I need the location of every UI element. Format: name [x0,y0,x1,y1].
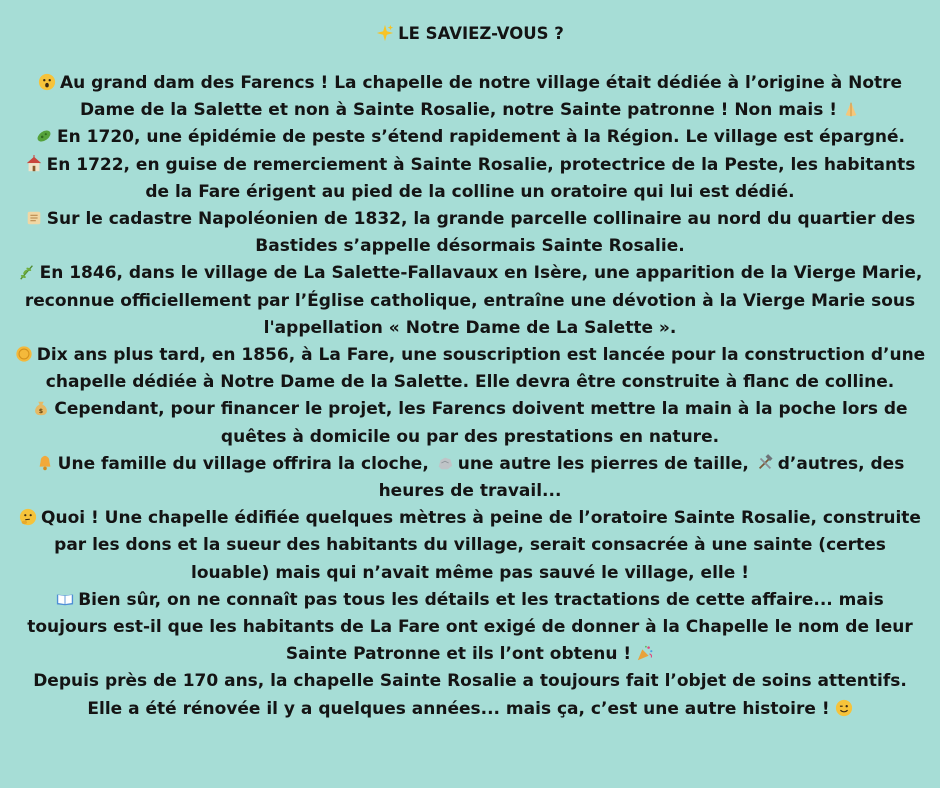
money-bag-icon [32,399,50,417]
page-title: LE SAVIEZ-VOUS ? [398,24,564,43]
winking-face-icon [835,699,853,717]
paragraph-plague [14,124,926,151]
paragraph-today [14,668,926,722]
paragraph-cadastre [14,206,926,260]
paragraph-oratory [14,152,926,206]
paragraph-text: Une famille du village offrira la cloche, [57,453,429,474]
paragraph-text: Sur le cadastre Napoléonien de 1832, la grande parcelle collinaire au nord du quartier des Bastides s’appelle désormais Sainte Rosalie. [46,209,916,257]
paragraph-text: Quoi ! Une chapelle édifiée quelques mètres à peine de l’oratoire Sainte Rosalie, construite par les dons et la sueur des habitants du village, serait consacrée à une sainte (certes louable) mais qui n’avait même pas sauvé le village, elle ! [41,508,921,583]
paragraph-text: Depuis près de 170 ans, la chapelle Sainte Rosalie a toujours fait l’objet de soins attentifs. Elle a été rénovée il y a quelques années... mais ça, c’est une autre histoire ! [33,671,907,719]
paragraph-text: En 1846, dans le village de La Salette-Fallavaux en Isère, une apparition de la Vierge Marie, reconnue officiellement par l’Église catholique, entraîne une dévotion à la Vierge Marie sous l'appellation « Notre Dame de La Salette ». [24,263,923,338]
paragraph-text: Cependant, pour financer le projet, les Farencs doivent mettre la main à la poche lors de quêtes à domicile ou par des prestations en nature. [54,399,908,447]
paragraph-outcome [14,587,926,669]
paragraph-financing [14,396,926,450]
open-book-icon [56,590,74,608]
paragraph-donations [14,451,926,505]
paragraph-text-2: une autre les pierres de taille, [457,453,749,474]
paragraph-text: En 1722, en guise de remerciement à Sainte Rosalie, protectrice de la Peste, les habitants de la Fare érigent au pied de la colline un oratoire qui lui est dédié. [46,154,916,202]
surprised-face-icon [38,73,56,91]
scroll-icon [25,209,43,227]
paragraph-text: Dix ans plus tard, en 1856, à La Fare, une souscription est lancée pour la construction d’une chapelle dédiée à Notre Dame de la Salette. Elle devra être construite à flanc de colline. [36,345,926,393]
paragraph-text: Bien sûr, on ne connaît pas tous les détails et les tractations de cette affaire... mais toujours est-il que les habitants de La Fare ont exigé de donner à la Chapelle le nom de leur Sainte Patronne et ils l’ont obtenu ! [27,589,913,665]
paragraph-subscription [14,342,926,396]
paragraph-outrage [14,505,926,587]
praying-hands-icon [842,100,860,118]
olive-branch-icon [18,263,36,281]
chapel-icon [25,155,43,173]
paragraph-text: Au grand dam des Farencs ! La chapelle de notre village était dédiée à l’origine à Notre Dame de la Salette et non à Sainte Rosalie, notre Sainte patronne ! Non mais ! [59,73,903,121]
paragraph-origin [14,70,926,124]
paragraph-text-3: d’autres, des heures de travail... [378,453,905,502]
coin-icon [15,345,33,363]
paragraph-text: En 1720, une épidémie de peste s’étend rapidement à la Région. Le village est épargné. [57,127,905,148]
microbe-icon [35,127,53,145]
thinking-face-icon [19,508,37,526]
party-popper-icon [636,644,654,662]
title-line [14,22,926,46]
hammer-wrench-icon [756,454,774,472]
bell-icon [36,454,54,472]
paragraph-apparition [14,260,926,342]
svg-text:$: $ [39,408,44,416]
rock-icon [436,454,454,472]
sparkles-icon [376,24,394,42]
